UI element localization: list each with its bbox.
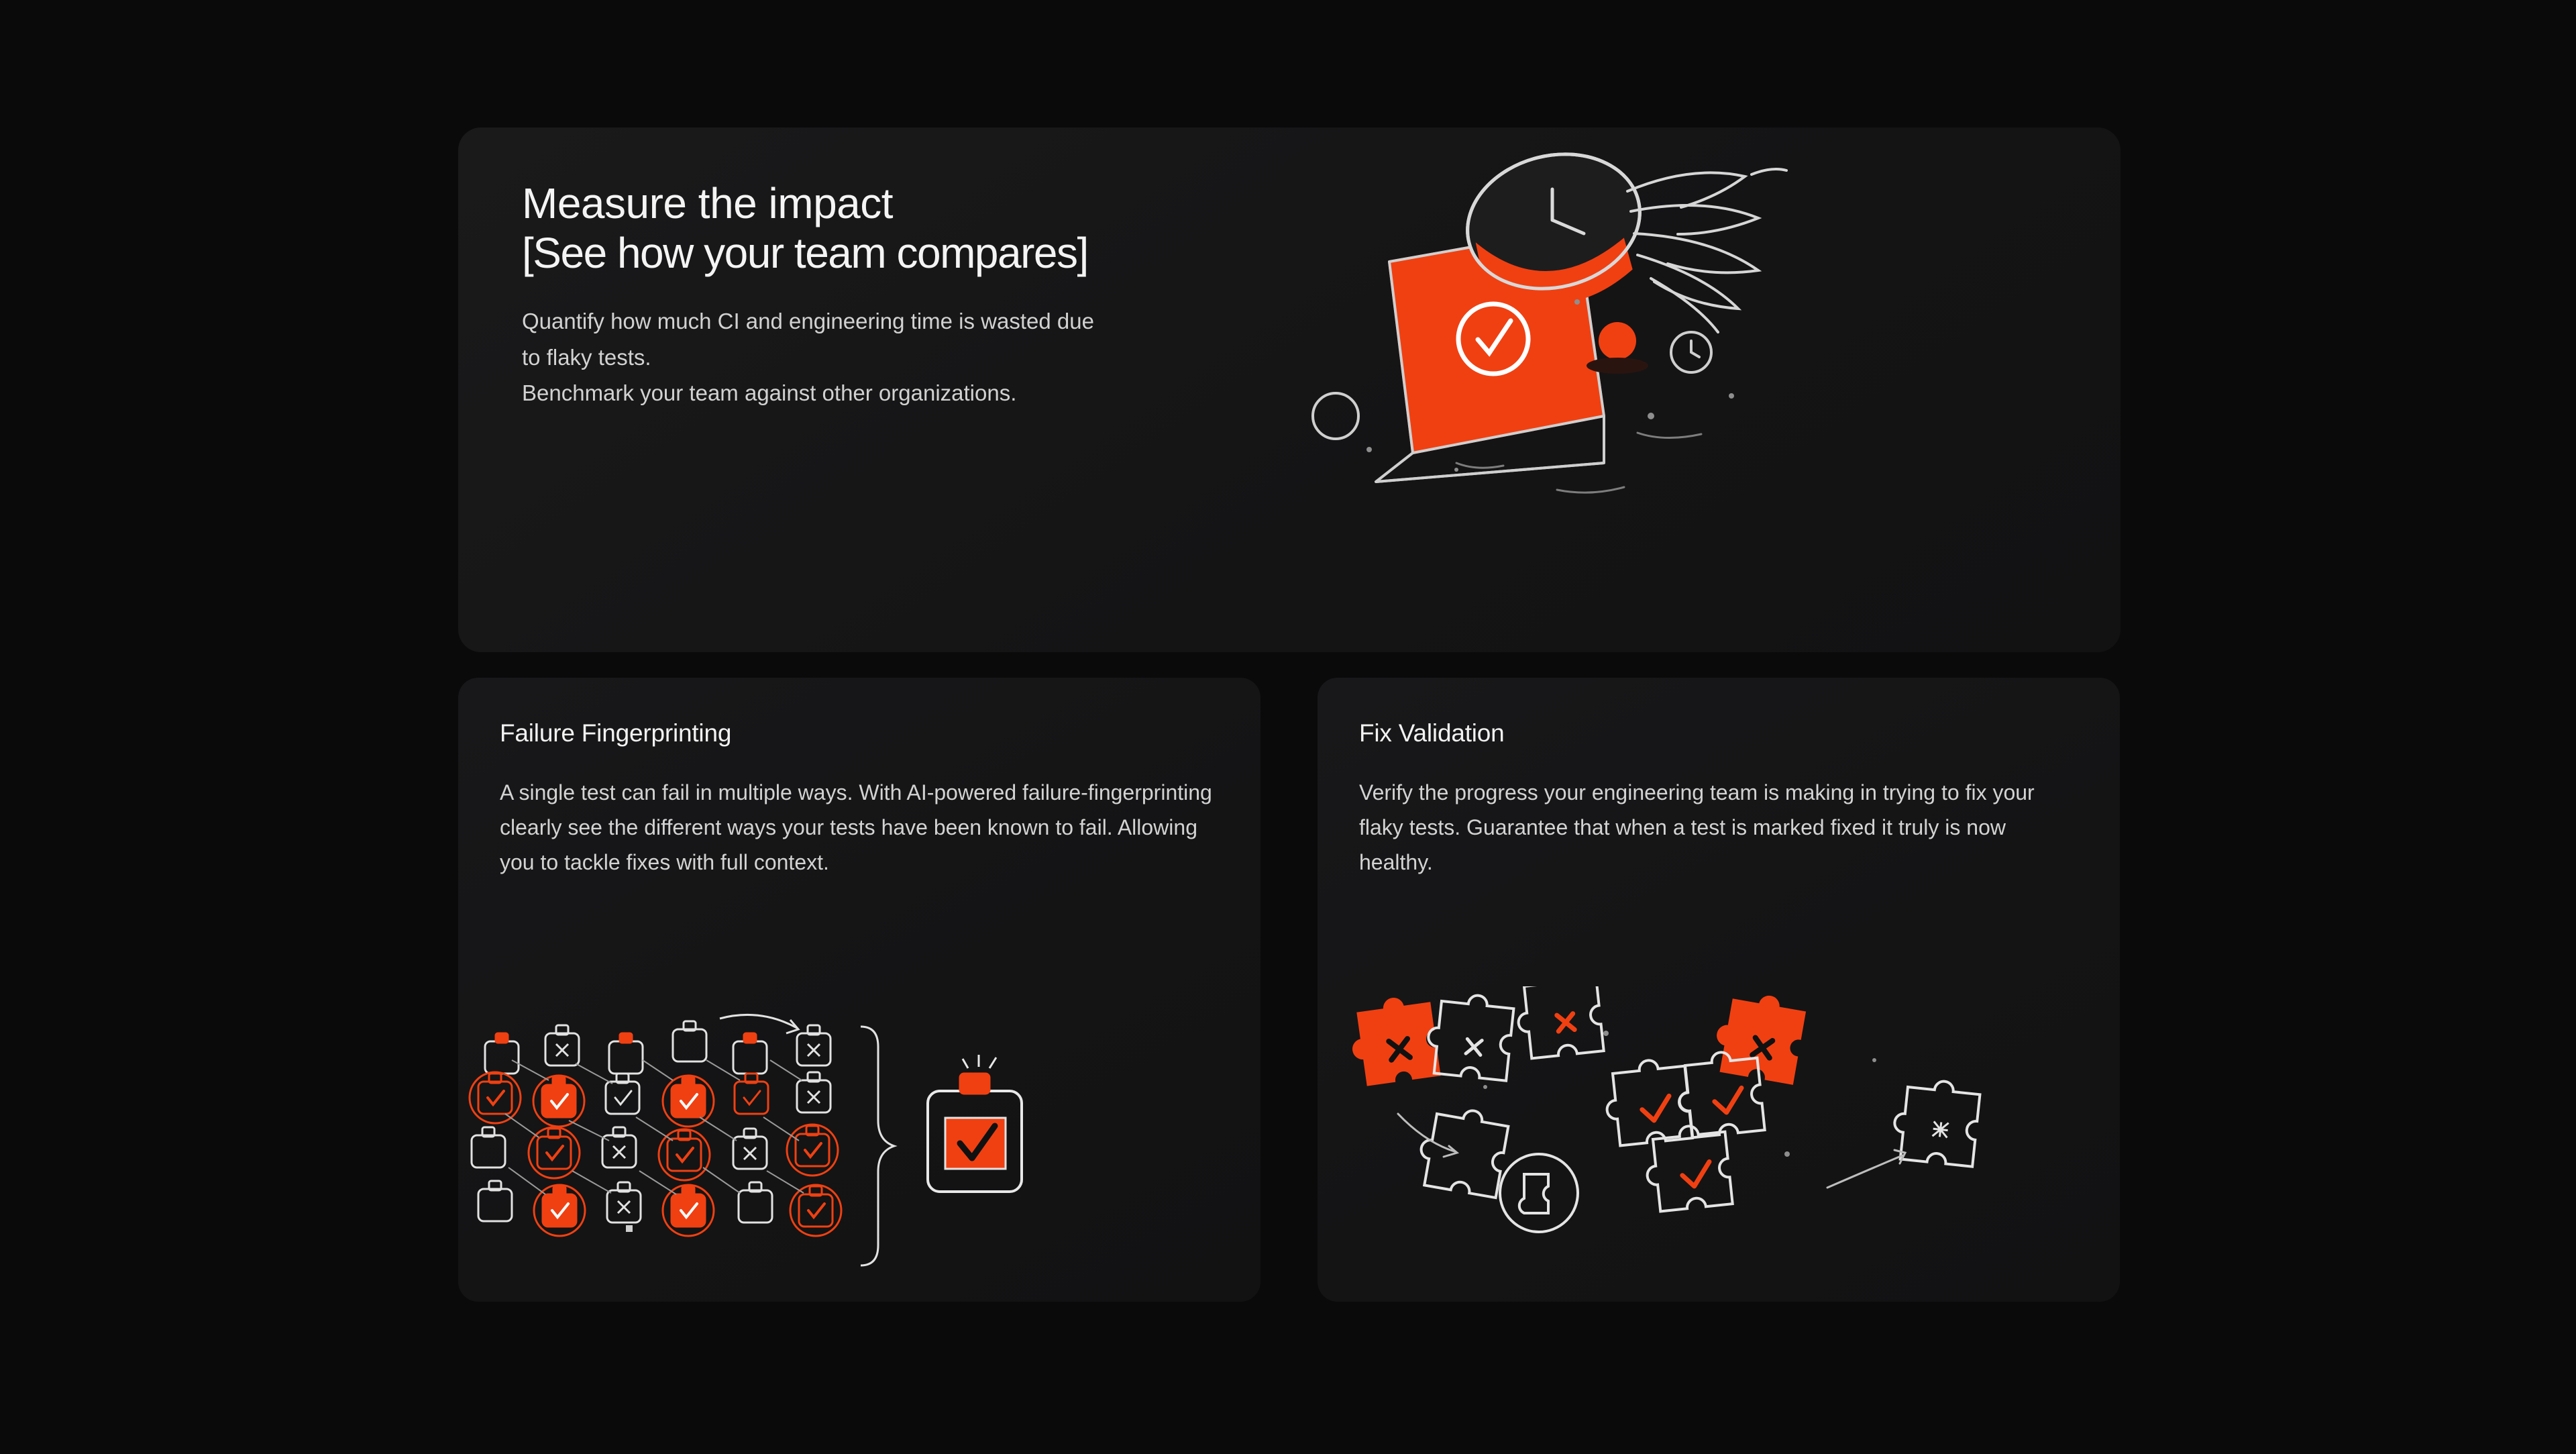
hero-body-line-1: Quantify how much CI and engineering time is wasted due — [522, 309, 1094, 334]
feature-card-row — [458, 678, 2121, 1302]
hero-card — [458, 127, 2121, 652]
feature-card-content — [1318, 678, 2120, 880]
feature-body: Verify the progress your engineering team is making in trying to fix your flaky tests. Guarantee that when a test is marked fixed it truly is now healthy. — [1359, 780, 2035, 874]
feature-card-failure-fingerprinting — [458, 678, 1260, 1302]
feature-title: Failure Fingerprinting — [500, 719, 732, 747]
hero-body — [522, 303, 1327, 411]
hero-text-block — [522, 179, 1360, 411]
hero-title-line-1: Measure the impact — [522, 179, 894, 227]
feature-card-fix-validation — [1318, 678, 2120, 1302]
hero-title-line-2: [See how your team compares] — [522, 228, 1088, 277]
feature-card-content — [458, 678, 1260, 880]
puzzle-pieces-illustration — [1318, 986, 2120, 1302]
fingerprint-test-grid-illustration — [458, 1013, 1260, 1302]
winged-clock-laptop-illustration — [1289, 148, 2094, 631]
hero-body-line-3: Benchmark your team against other organizations. — [522, 380, 1017, 406]
feature-title: Fix Validation — [1359, 719, 1505, 747]
feature-body: A single test can fail in multiple ways. With AI-powered failure-fingerprinting clearly see the different ways your tests have been known to fail. Allowing you to tackle fixes with full context. — [500, 780, 1212, 874]
hero-body-line-2: to flaky tests. — [522, 344, 651, 370]
hero-title — [522, 179, 1360, 278]
cards-container — [458, 127, 2121, 1302]
